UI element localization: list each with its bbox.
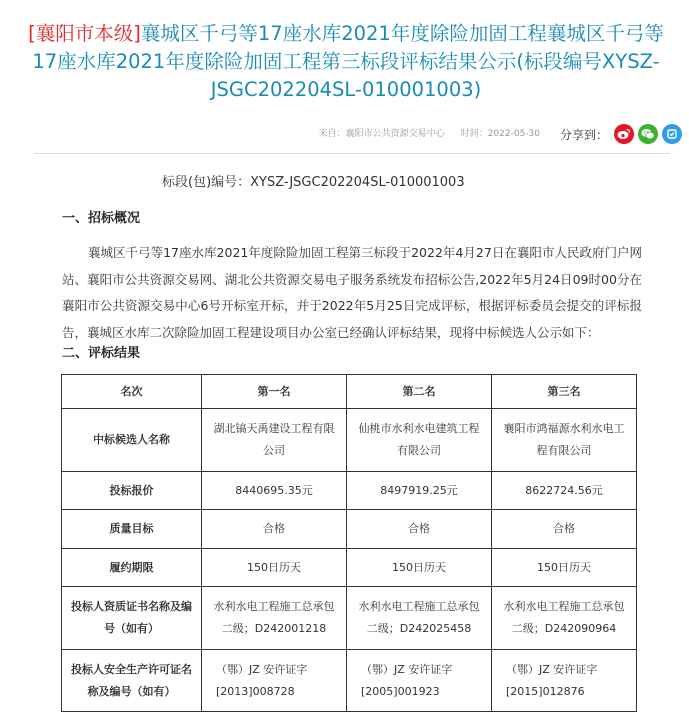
table-row [62, 472, 637, 510]
table-cell: （鄂）JZ 安许证字[2013]008728 [202, 650, 347, 712]
row-label: 中标候选人名称 [62, 409, 202, 472]
table-cell: 水利水电工程施工总承包二级；D242001218 [202, 587, 347, 650]
region-tag: [襄阳市本级] [28, 22, 141, 45]
table-cell: 襄阳市鸿福源水利水电工程有限公司 [492, 409, 637, 472]
row-label: 质量目标 [62, 510, 202, 549]
results-table [61, 374, 637, 712]
table-header-row [62, 375, 637, 409]
source-text: 来自：襄阳市公共资源交易中心 [318, 129, 445, 139]
divider [34, 153, 670, 154]
publish-time: 时间：2022-05-30 [460, 129, 540, 139]
qzone-icon[interactable] [662, 124, 682, 144]
section-heading-overview: 一、招标概况 [62, 211, 141, 226]
table-cell: 合格 [347, 510, 492, 549]
table-row [62, 650, 637, 712]
row-label: 投标人安全生产许可证名称及编号（如有） [62, 650, 202, 712]
table-cell: 8440695.35元 [202, 472, 347, 510]
article-meta [0, 126, 540, 139]
table-cell: （鄂）JZ 安许证字[2015]012876 [492, 650, 637, 712]
table-cell: 150日历天 [492, 549, 637, 587]
table-header-cell: 第一名 [202, 375, 347, 409]
table-header-cell: 名次 [62, 375, 202, 409]
table-row [62, 587, 637, 650]
table-header-cell: 第二名 [347, 375, 492, 409]
bid-number: 标段(包)编号：XYSZ-JSGC202204SL-010001003 [162, 175, 465, 190]
table-cell: 8622724.56元 [492, 472, 637, 510]
article-title [16, 20, 676, 104]
row-label: 履约期限 [62, 549, 202, 587]
table-cell: （鄂）JZ 安许证字[2005]001923 [347, 650, 492, 712]
title-text: 襄城区千弓等17座水库2021年度除险加固工程襄城区千弓等17座水库2021年度除险加固工程第三标段评标结果公示(标段编号XYSZ-JSGC202204SL-010001003) [32, 22, 664, 101]
share-bar [560, 122, 686, 146]
table-cell: 水利水电工程施工总承包二级；D242025458 [347, 587, 492, 650]
table-cell: 湖北镐天禹建设工程有限公司 [202, 409, 347, 472]
table-row [62, 510, 637, 549]
table-cell: 仙桃市水利水电建筑工程有限公司 [347, 409, 492, 472]
table-cell: 合格 [202, 510, 347, 549]
table-cell: 8497919.25元 [347, 472, 492, 510]
table-cell: 150日历天 [202, 549, 347, 587]
row-label: 投标报价 [62, 472, 202, 510]
table-cell: 合格 [492, 510, 637, 549]
table-row [62, 409, 637, 472]
weibo-icon[interactable] [614, 124, 634, 144]
wechat-icon[interactable] [638, 124, 658, 144]
section-heading-results: 二、评标结果 [62, 346, 141, 361]
overview-paragraph: 襄城区千弓等17座水库2021年度除险加固工程第三标段于2022年4月27日在襄阳市人民政府门户网站、襄阳市公共资源交易网、湖北公共资源交易电子服务系统发布招标公告,2022年5月24日09时00分在襄阳市公共资源交易中心6号开标室开标，并于2022年5月25日完成评标，根据评标委员会提交的评标报告，襄城区水库二次除险加固工程建设项目办公室已经确认评标结果，现将中标候选人公示如下： [62, 245, 642, 340]
row-label: 投标人资质证书名称及编号（如有） [62, 587, 202, 650]
share-label: 分享到： [560, 127, 609, 142]
table-row [62, 549, 637, 587]
table-cell: 150日历天 [347, 549, 492, 587]
table-header-cell: 第三名 [492, 375, 637, 409]
table-cell: 水利水电工程施工总承包二级；D242090964 [492, 587, 637, 650]
